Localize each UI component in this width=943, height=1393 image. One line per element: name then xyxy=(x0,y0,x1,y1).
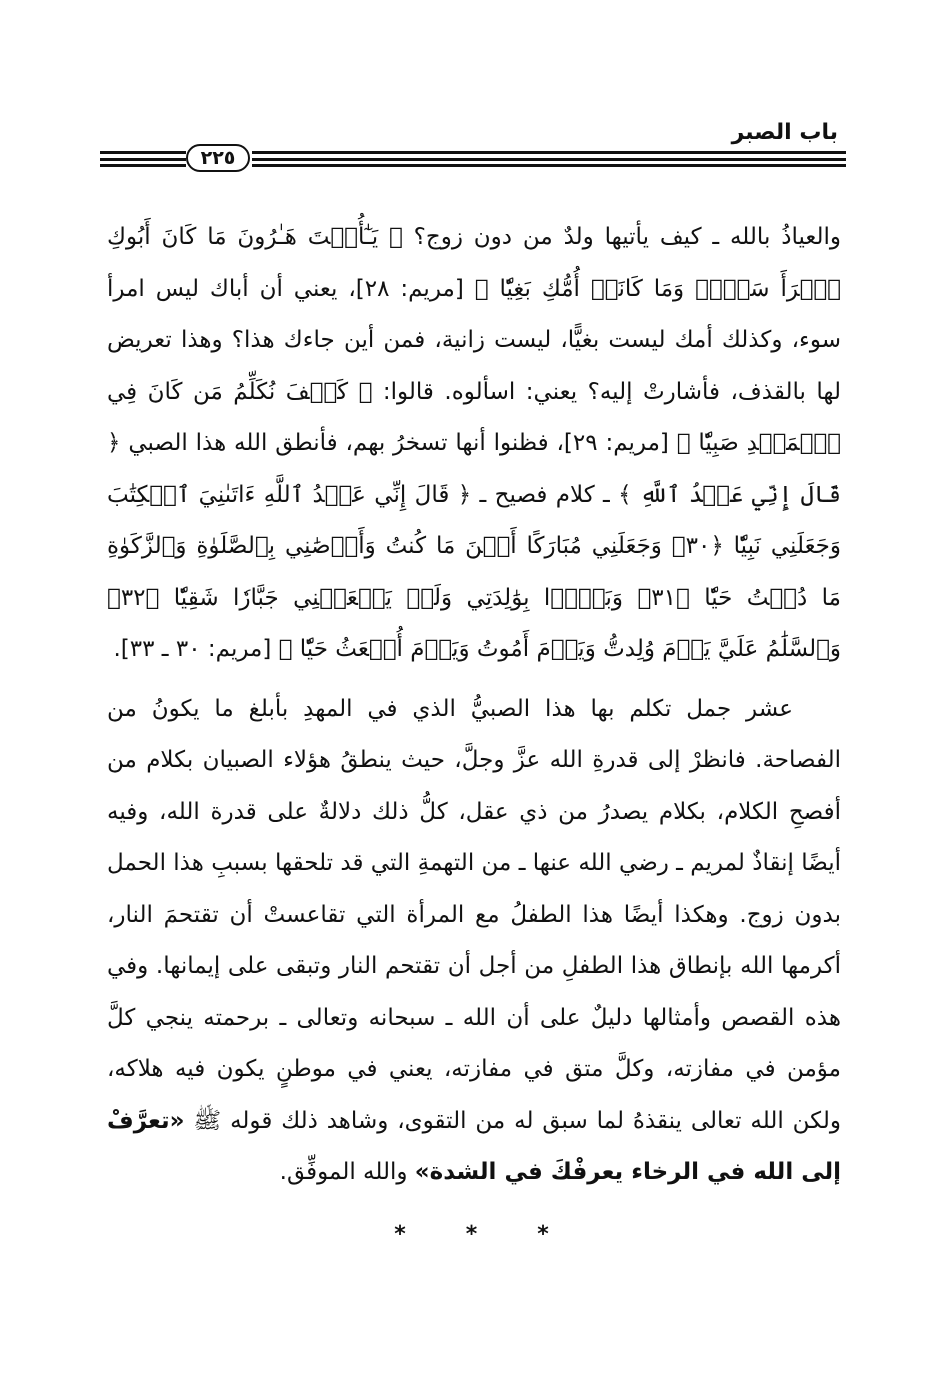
text-segment: [مريم: ٢٩]، فظنوا أنها تسخرُ بهم، فأنطق الله هذا الصبي xyxy=(120,430,677,456)
quran-verse: ﴿ كَيۡفَ نُكَلِّمُ مَن كَانَ فِي ٱلۡمَهۡدِ صَبِيّٗا ﴾ xyxy=(107,378,841,456)
section-separator xyxy=(0,1222,943,1247)
header-rule xyxy=(252,158,846,161)
header-rule xyxy=(100,151,186,154)
paragraph-2 xyxy=(107,684,841,1199)
header-rule xyxy=(100,164,186,167)
header-rule xyxy=(100,158,186,161)
paragraph-1 xyxy=(107,212,841,676)
text-segment: والله الموفِّق. xyxy=(279,1159,415,1185)
quran-verse: ﴿ قَالَ إِنِّي عَبۡدُ ٱللَّهِ ءَاتَىٰنِيَ ٱلۡكِتَٰبَ وَجَعَلَنِي نَبِيّٗا ﴿٣٠﴾ وَجَعَلَنِي مُبَارَكًا أَيۡنَ مَا كُنتُ وَأَوۡصَٰنِي بِٱلصَّلَوٰةِ وَٱلزَّكَوٰةِ مَا دُمۡتُ حَيّٗا ﴿٣١﴾ وَبَرَّۢا بِوَٰلِدَتِي وَلَمۡ يَجۡعَلۡنِي جَبَّارٗا شَقِيّٗا ﴿٣٢﴾ وَٱلسَّلَٰمُ عَلَيَّ يَوۡمَ وُلِدتُّ وَيَوۡمَ أَمُوتُ وَيَوۡمَ أُبۡعَثُ حَيّٗا ﴾ xyxy=(107,481,841,662)
page-header xyxy=(100,108,846,178)
page-number: ٢٢٥ xyxy=(186,144,250,172)
chapter-title: باب الصبر xyxy=(731,120,838,145)
quran-verse: ﴿ يَـٰٓأُخۡتَ هَـٰرُونَ مَا كَانَ أَبُوكِ ٱمۡرَأَ سَوۡءٖ وَمَا كَانَتۡ أُمُّكِ بَغِيّٗا ﴾ xyxy=(107,224,841,302)
text-segment: ـ كلام فصيح ـ xyxy=(471,481,619,508)
asterisk: * xyxy=(394,1222,406,1247)
text-segment: [مريم: ٣٠ ـ ٣٣]. xyxy=(113,636,279,662)
hadith-quote: «تعرَّفْ إلى الله في الرخاء يعرفْكَ في الشدة» xyxy=(107,1107,841,1185)
text-segment: عشر جمل تكلم بها هذا الصبيُّ الذي في المهدِ بأبلغ ما يكونُ من الفصاحة. فانظرْ إلى قدرةِ الله عزَّ وجلَّ، حيث ينطقُ هؤلاء الصبيان بكلام من أفصحِ الكلام، بكلام يصدرُ من ذي عقل، كلُّ ذلك دلالةٌ على قدرة الله، وفيه أيضًا إنقاذٌ لمريم ـ رضي الله عنها ـ من التهمةِ التي قد تلحقها بسببِ هذا الحمل بدون زوج. وهكذا أيضًا هذا الطفلُ مع المرأة التي تقاعستْ أن تقتحمَ النار، أكرمها الله بإنطاق هذا الطفلِ من أجل أن تقتحم النار وتبقى على إيمانها. وفي هذه القصص وأمثالها دليلٌ على أن الله ـ سبحانه وتعالى ـ برحمته ينجي كلَّ مؤمن في مفازته، وكلَّ متق في مفازته، يعني في موطنٍ يكون فيه هلاكه، ولكن الله تعالى ينقذهُ لما سبق له من التقوى، وشاهد ذلك قوله ﷺ xyxy=(107,695,841,1134)
asterisk: * xyxy=(465,1222,478,1247)
asterisk: * xyxy=(537,1222,549,1247)
header-rule xyxy=(252,151,846,154)
header-rule xyxy=(252,164,846,167)
text-segment: والعياذُ بالله ـ كيف يأتيها ولدٌ من دون زوج؟ xyxy=(402,224,841,250)
text-segment: [مريم: ٢٨]، يعني أن أباك ليس امرأ سوء، وكذلك أمك ليست بغيًّا، ليست زانية، فمن أين جاءك هذا؟ وهذا تعريض لها بالقذف، فأشارتْ إليه؟ يعني: اسألوه. قالوا: xyxy=(107,275,841,405)
page-body xyxy=(107,212,841,1199)
quran-verse: ﴿ قَالَ إِنِّي عَبۡدُ ٱللَّهِ ﴾ xyxy=(107,430,841,508)
